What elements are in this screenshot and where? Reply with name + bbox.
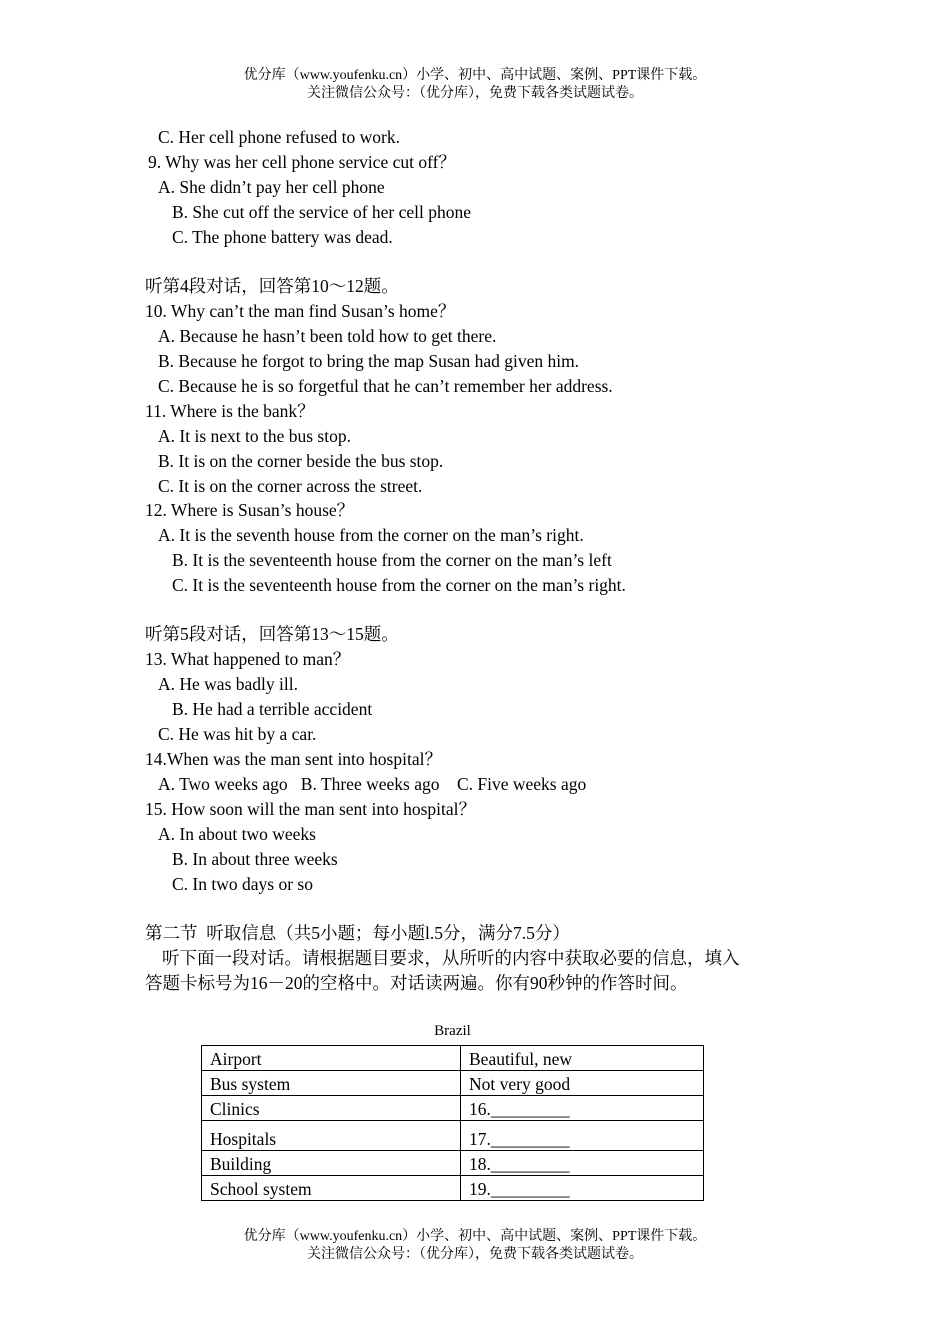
answer-blank-17: 17._________ [461, 1121, 704, 1151]
table-row [202, 1071, 704, 1096]
option-15b: B. In about three weeks [172, 849, 338, 869]
row-value: Beautiful, new [461, 1046, 704, 1071]
answer-blank-16: 16._________ [461, 1096, 704, 1121]
question-10: 10. Why can’t the man find Susan’s home？ [145, 301, 456, 321]
option-8c: C. Her cell phone refused to work. [158, 127, 401, 147]
option-13a: A. He was badly ill. [158, 674, 298, 694]
option-13c: C. He was hit by a car. [158, 724, 317, 744]
table-row [202, 1046, 704, 1071]
option-15c: C. In two days or so [172, 874, 313, 894]
section-2-heading: 第二节 听取信息（共5小题；每小题l.5分，满分7.5分） [145, 923, 570, 943]
section-2-instruction-1: 听下面一段对话。请根据题目要求，从所听的内容中获取必要的信息，填入 [162, 948, 740, 968]
option-9b: B. She cut off the service of her cell phone [172, 202, 472, 222]
row-label: Airport [202, 1046, 461, 1071]
section-heading-dialog-4: 听第4段对话，回答第10～12题。 [145, 276, 399, 296]
option-11a: A. It is next to the bus stop. [158, 426, 351, 446]
answer-blank-18: 18._________ [461, 1151, 704, 1176]
option-10b: B. Because he forgot to bring the map Susan had given him. [158, 351, 580, 371]
table-row [202, 1096, 704, 1121]
option-12a: A. It is the seventh house from the corner on the man’s right. [158, 525, 584, 545]
section-heading-dialog-5: 听第5段对话，回答第13～15题。 [145, 624, 399, 644]
option-10a: A. Because he hasn’t been told how to get there. [158, 326, 497, 346]
table-row [202, 1121, 704, 1151]
option-11b: B. It is on the corner beside the bus stop. [158, 451, 444, 471]
row-label: Clinics [202, 1096, 461, 1121]
option-11c: C. It is on the corner across the street. [158, 476, 423, 496]
option-10c: C. Because he is so forgetful that he can’t remember her address. [158, 376, 613, 396]
table-row [202, 1151, 704, 1176]
table-caption: Brazil [434, 1023, 471, 1039]
header-line-2: 关注微信公众号：（优分库），免费下载各类试题试卷。 [307, 86, 643, 101]
option-9a: A. She didn’t pay her cell phone [158, 177, 385, 197]
option-9c: C. The phone battery was dead. [172, 227, 393, 247]
brazil-info-table [201, 1045, 704, 1201]
option-12c: C. It is the seventeenth house from the corner on the man’s right. [172, 575, 626, 595]
question-9: 9. Why was her cell phone service cut off？ [148, 152, 456, 172]
row-label: Bus system [202, 1071, 461, 1096]
row-value: Not very good [461, 1071, 704, 1096]
question-14: 14.When was the man sent into hospital？ [145, 749, 442, 769]
table-row [202, 1176, 704, 1201]
question-12: 12. Where is Susan’s house？ [145, 500, 355, 520]
option-12b: B. It is the seventeenth house from the corner on the man’s left [172, 550, 612, 570]
option-13b: B. He had a terrible accident [172, 699, 373, 719]
options-14: A. Two weeks ago B. Three weeks ago C. Five weeks ago [158, 774, 587, 794]
row-label: School system [202, 1176, 461, 1201]
option-15a: A. In about two weeks [158, 824, 316, 844]
row-label: Hospitals [202, 1121, 461, 1151]
footer-line-2: 关注微信公众号：（优分库），免费下载各类试题试卷。 [307, 1247, 643, 1262]
row-label: Building [202, 1151, 461, 1176]
question-13: 13. What happened to man？ [145, 649, 351, 669]
answer-blank-19: 19._________ [461, 1176, 704, 1201]
question-11: 11. Where is the bank？ [145, 401, 315, 421]
question-15: 15. How soon will the man sent into hospital？ [145, 799, 477, 819]
footer-line-1: 优分库（www.youfenku.cn）小学、初中、高中试题、案例、PPT课件下载。 [243, 1229, 707, 1244]
header-line-1: 优分库（www.youfenku.cn）小学、初中、高中试题、案例、PPT课件下载。 [243, 68, 707, 83]
section-2-instruction-2: 答题卡标号为16－20的空格中。对话读两遍。你有90秒钟的作答时间。 [145, 973, 688, 993]
